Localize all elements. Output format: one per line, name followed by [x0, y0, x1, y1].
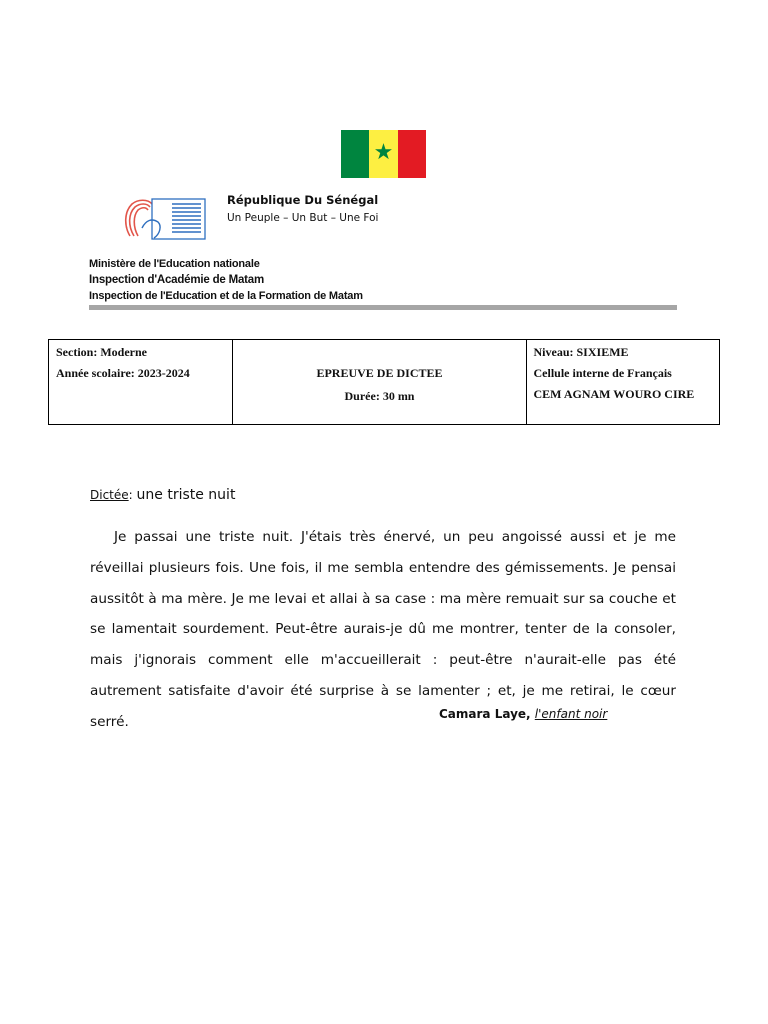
- exam-info-center-cell: [233, 340, 526, 425]
- exam-info-left-cell: [49, 340, 233, 425]
- ministry-logo: [122, 198, 208, 242]
- dictee-colon: :: [128, 488, 137, 502]
- work-title: l'enfant noir: [534, 707, 608, 721]
- dictee-label: Dictée: [90, 488, 129, 502]
- exam-info-table: [48, 339, 720, 425]
- level-label: Niveau: SIXIEME: [533, 345, 629, 359]
- header-divider: [89, 305, 677, 310]
- section-label: Section: Moderne: [56, 345, 147, 359]
- exam-duration: Durée: 30 mn: [344, 389, 415, 403]
- dictee-title: une triste nuit: [136, 487, 236, 503]
- star-icon: ★: [373, 140, 394, 165]
- cell-label: Cellule interne de Français: [533, 366, 672, 380]
- ministry-name: Ministère de l'Education nationale: [89, 258, 260, 270]
- flag-yellow-band: [369, 130, 397, 178]
- exam-info-right-cell: [526, 340, 719, 425]
- source-citation: [439, 707, 607, 721]
- school-name: CEM AGNAM WOURO CIRE: [533, 387, 695, 401]
- exam-title: EPREUVE DE DICTEE: [316, 366, 443, 380]
- dictee-heading: [90, 484, 235, 503]
- republic-motto: Un Peuple – Un But – Une Foi: [227, 212, 379, 224]
- academy-name: Inspection d'Académie de Matam: [89, 274, 265, 286]
- school-year-label: Année scolaire: 2023-2024: [56, 366, 190, 380]
- republic-title: République Du Sénégal: [227, 193, 379, 207]
- senegal-flag: [341, 130, 426, 178]
- author-name: Camara Laye,: [439, 707, 535, 721]
- flag-green-band: [341, 130, 369, 178]
- dictee-text: Je passai une triste nuit. J'étais très énervé, un peu angoissé aussi et je me réveillai plusieurs fois. Une fois, il me sembla entendre des gémissements. Je pensai aussitôt à ma mère. Je me levai et allai à sa case : ma mère remuait sur sa couche et se lamentait sourdement. Peut-être aurais-je dû me montrer, tenter de la consoler, mais j'ignorais comment elle m'accueillerait : peut-être n'aurait-elle pas été autrement satisfaite d'avoir été surprise à se lamenter ; et, je me retirai, le cœur serré.: [90, 529, 676, 730]
- flag-red-band: [398, 130, 426, 178]
- inspection-name: Inspection de l'Education et de la Formation de Matam: [89, 290, 363, 302]
